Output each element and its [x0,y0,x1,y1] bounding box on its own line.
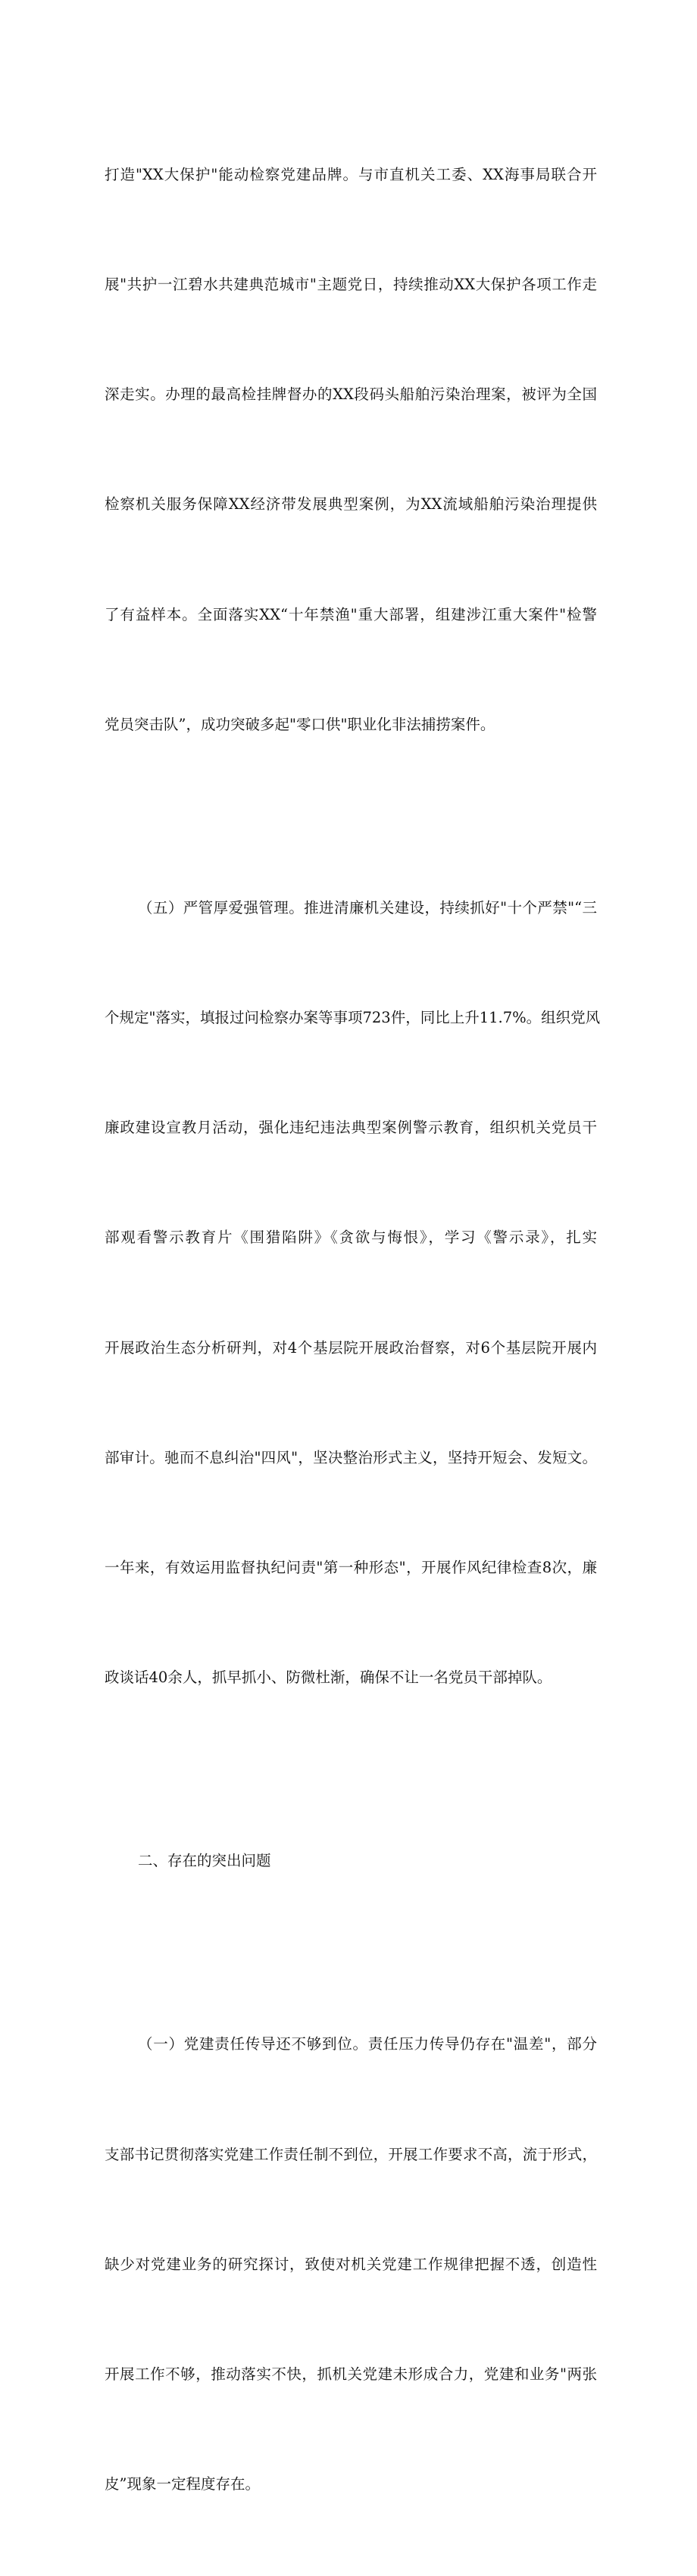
text-line: 检察机关服务保障XX经济带发展典型案例，为XX流域船舶污染治理提供 [105,495,597,514]
text-line: 政谈话40余人，抓早抓小、防微杜渐，确保不让一名党员干部掉队。 [105,1669,552,1687]
text-line: 一年来，有效运用监督执纪问责"第一种形态"，开展作风纪律检查8次，廉 [105,1559,597,1577]
document-body [105,83,601,2576]
text-line: 廉政建设宣教月活动，强化违纪违法典型案例警示教育，组织机关党员干 [105,1119,597,1137]
text-line: 部审计。驰而不息纠治"四风"，坚决整治形式主义，坚持开短会、发短文。 [105,1448,597,1466]
paragraph-xx-protection [105,83,597,817]
text-line: 部观看警示教育片《围猎陷阱》《贪欲与悔恨》，学习《警示录》，扎实 [105,1229,597,1247]
text-line: 开展工作不够，推动落实不快，抓机关党建未形成合力，党建和业务"两张 [105,2365,597,2383]
text-line: 了有益样本。全面落实XX“十年禁渔"重大部署，组建涉江重大案件"检警 [105,605,597,623]
text-line: 开展政治生态分析研判，对4个基层院开展政治督察，对6个基层院开展内 [105,1338,597,1357]
section-heading: 二、存在的突出问题 [138,1852,271,1870]
text-line: 打造"XX大保护"能动检察党建品牌。与市直机关工委、XX海事局联合开 [105,165,597,183]
text-line: 缺少对党建业务的研究探讨，致使对机关党建工作规律把握不透，创造性 [105,2255,597,2273]
paragraph-responsibility [105,1953,597,2576]
text-line: 展"共护一江碧水共建典范城市"主题党日，持续推动XX大保护各项工作走 [105,276,597,294]
text-line: 个规定"落实，填报过问检察办案等事项723件，同比上升11.7%。组织党风 [105,1009,601,1027]
text-line: 党员突击队”，成功突破多起"零口供"职业化非法捕捞案件。 [105,715,495,733]
text-line: 皮”现象一定程度存在。 [105,2475,260,2493]
section-heading-problems [105,1769,597,1953]
text-line: （一）党建责任传导还不够到位。责任压力传导仍存在"温差"，部分 [138,2035,597,2053]
text-line: 支部书记贯彻落实党建工作责任制不到位，开展工作要求不高，流于形式， [105,2145,597,2163]
text-line: 深走实。办理的最高检挂牌督办的XX段码头船舶污染治理案，被评为全国 [105,386,597,404]
paragraph-strict-management [105,817,601,1769]
text-line: （五）严管厚爱强管理。推进清廉机关建设，持续抓好"十个严禁"“三 [138,898,597,916]
